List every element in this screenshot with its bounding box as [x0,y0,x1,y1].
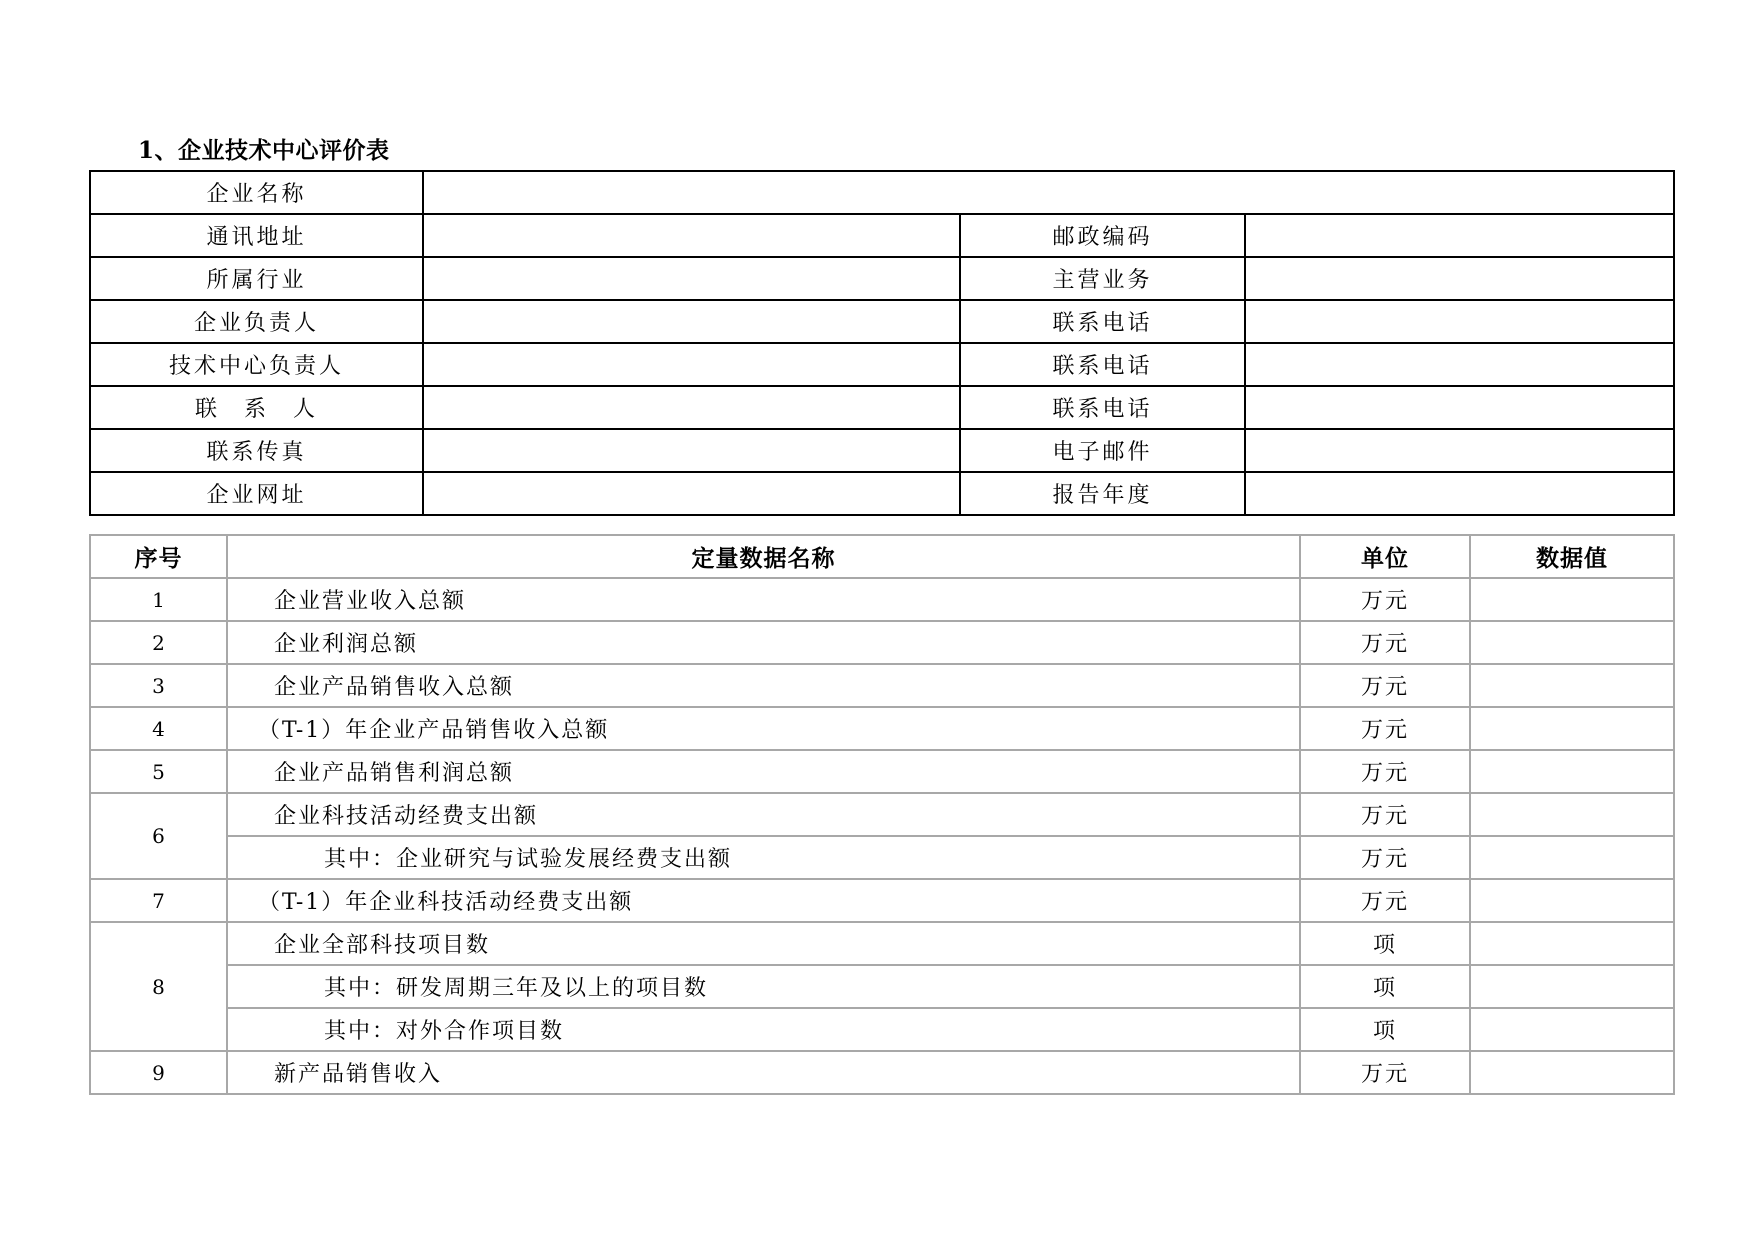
row-value-cell[interactable] [1470,578,1674,621]
row-index: 2 [90,621,227,664]
table-row [90,707,1674,750]
website-field[interactable] [423,472,960,515]
main-business-field[interactable] [1245,257,1674,300]
info-row-website [90,472,1674,515]
info-label: 企业网址 [90,472,423,515]
row-name: 企业科技活动经费支出额 [227,793,1300,836]
industry-field[interactable] [423,257,960,300]
table-row [90,1008,1674,1051]
row-name: 其中：对外合作项目数 [227,1008,1300,1051]
row-value-cell[interactable] [1470,664,1674,707]
info-row-company-name [90,171,1674,214]
row-name: 企业产品销售收入总额 [227,664,1300,707]
table-row [90,836,1674,879]
table-row [90,664,1674,707]
row-index: 1 [90,578,227,621]
info-row-address [90,214,1674,257]
postal-code-field[interactable] [1245,214,1674,257]
info-row-company-head [90,300,1674,343]
info-row-industry [90,257,1674,300]
row-unit: 万元 [1300,879,1470,922]
company-head-phone-field[interactable] [1245,300,1674,343]
table-row [90,750,1674,793]
info-label: 主营业务 [960,257,1245,300]
row-value-cell[interactable] [1470,707,1674,750]
info-row-fax [90,429,1674,472]
table-row [90,965,1674,1008]
row-value-cell[interactable] [1470,621,1674,664]
tech-center-phone-field[interactable] [1245,343,1674,386]
info-label: 联系电话 [960,343,1245,386]
table-row [90,793,1674,836]
info-label: 邮政编码 [960,214,1245,257]
row-unit: 万元 [1300,707,1470,750]
row-name: 企业全部科技项目数 [227,922,1300,965]
info-label: 联系电话 [960,300,1245,343]
info-label: 企业名称 [90,171,423,214]
row-unit: 万元 [1300,578,1470,621]
company-info-table [89,170,1675,516]
contact-phone-field[interactable] [1245,386,1674,429]
info-row-tech-center-head [90,343,1674,386]
column-header-unit: 单位 [1300,535,1470,578]
company-head-field[interactable] [423,300,960,343]
info-label: 联系传真 [90,429,423,472]
address-field[interactable] [423,214,960,257]
table-row [90,922,1674,965]
row-index: 4 [90,707,227,750]
row-value-cell[interactable] [1470,750,1674,793]
column-header-index: 序号 [90,535,227,578]
row-name: （T-1）年企业科技活动经费支出额 [227,879,1300,922]
table-row [90,578,1674,621]
row-unit: 万元 [1300,836,1470,879]
row-unit: 万元 [1300,793,1470,836]
contact-person-field[interactable] [423,386,960,429]
row-unit: 万元 [1300,664,1470,707]
row-value-cell[interactable] [1470,1051,1674,1094]
info-label: 联 系 人 [90,386,423,429]
row-value-cell[interactable] [1470,1008,1674,1051]
row-unit: 万元 [1300,621,1470,664]
row-value-cell[interactable] [1470,836,1674,879]
info-label: 所属行业 [90,257,423,300]
info-label: 报告年度 [960,472,1245,515]
fax-field[interactable] [423,429,960,472]
company-name-field[interactable] [423,171,1674,214]
row-index: 8 [90,922,227,1051]
page-title: 1、企业技术中心评价表 [138,137,390,164]
column-header-value: 数据值 [1470,535,1674,578]
row-unit: 项 [1300,965,1470,1008]
info-label: 技术中心负责人 [90,343,423,386]
info-label: 通讯地址 [90,214,423,257]
table-row [90,1051,1674,1094]
row-unit: 万元 [1300,750,1470,793]
row-name: 企业利润总额 [227,621,1300,664]
row-value-cell[interactable] [1470,879,1674,922]
row-name: 其中：企业研究与试验发展经费支出额 [227,836,1300,879]
row-value-cell[interactable] [1470,793,1674,836]
row-index: 6 [90,793,227,879]
info-label: 企业负责人 [90,300,423,343]
table-row [90,879,1674,922]
info-label: 联系电话 [960,386,1245,429]
quantitative-data-table [89,534,1675,1095]
row-name: 企业产品销售利润总额 [227,750,1300,793]
row-name: （T-1）年企业产品销售收入总额 [227,707,1300,750]
row-index: 7 [90,879,227,922]
row-unit: 万元 [1300,1051,1470,1094]
report-year-field[interactable] [1245,472,1674,515]
column-header-name: 定量数据名称 [227,535,1300,578]
info-row-contact [90,386,1674,429]
row-unit: 项 [1300,922,1470,965]
row-name: 企业营业收入总额 [227,578,1300,621]
row-name: 新产品销售收入 [227,1051,1300,1094]
table-row [90,621,1674,664]
row-index: 5 [90,750,227,793]
row-index: 9 [90,1051,227,1094]
info-label: 电子邮件 [960,429,1245,472]
row-name: 其中：研发周期三年及以上的项目数 [227,965,1300,1008]
row-value-cell[interactable] [1470,965,1674,1008]
table-header-row [90,535,1674,578]
row-value-cell[interactable] [1470,922,1674,965]
row-unit: 项 [1300,1008,1470,1051]
row-index: 3 [90,664,227,707]
email-field[interactable] [1245,429,1674,472]
tech-center-head-field[interactable] [423,343,960,386]
